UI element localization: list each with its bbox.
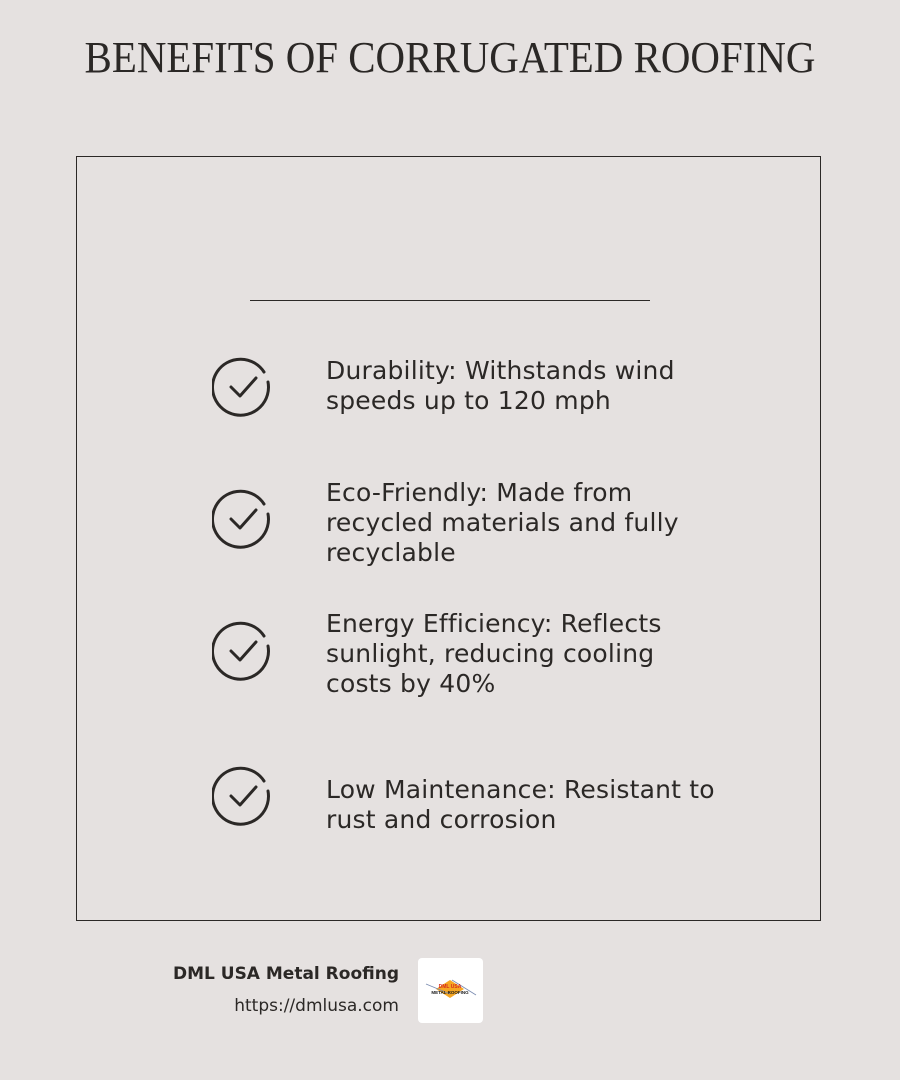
benefit-text: Eco-Friendly: Made from recycled materials and fully recyclable: [326, 478, 679, 567]
check-circle-icon: [212, 488, 274, 550]
svg-text:METAL ROOFING: METAL ROOFING: [431, 990, 469, 995]
benefit-text: Low Maintenance: Resistant to rust and corrosion: [326, 775, 715, 834]
brand-logo: [418, 958, 483, 1023]
brand-name: DML USA Metal Roofing: [172, 964, 399, 984]
roof-logo-icon: [418, 958, 483, 1023]
benefit-text: Energy Efficiency: Reflects sunlight, reducing cooling costs by 40%: [326, 609, 662, 698]
check-circle-icon: [212, 765, 274, 827]
brand-url[interactable]: https://dmlusa.com: [234, 996, 399, 1016]
svg-text:DML USA: DML USA: [438, 984, 462, 990]
page-title: BENEFITS OF CORRUGATED ROOFING: [84, 33, 816, 82]
divider-line: [250, 300, 650, 301]
check-circle-icon: [212, 620, 274, 682]
check-circle-icon: [212, 356, 274, 418]
benefit-text: Durability: Withstands wind speeds up to 120 mph: [326, 356, 675, 415]
